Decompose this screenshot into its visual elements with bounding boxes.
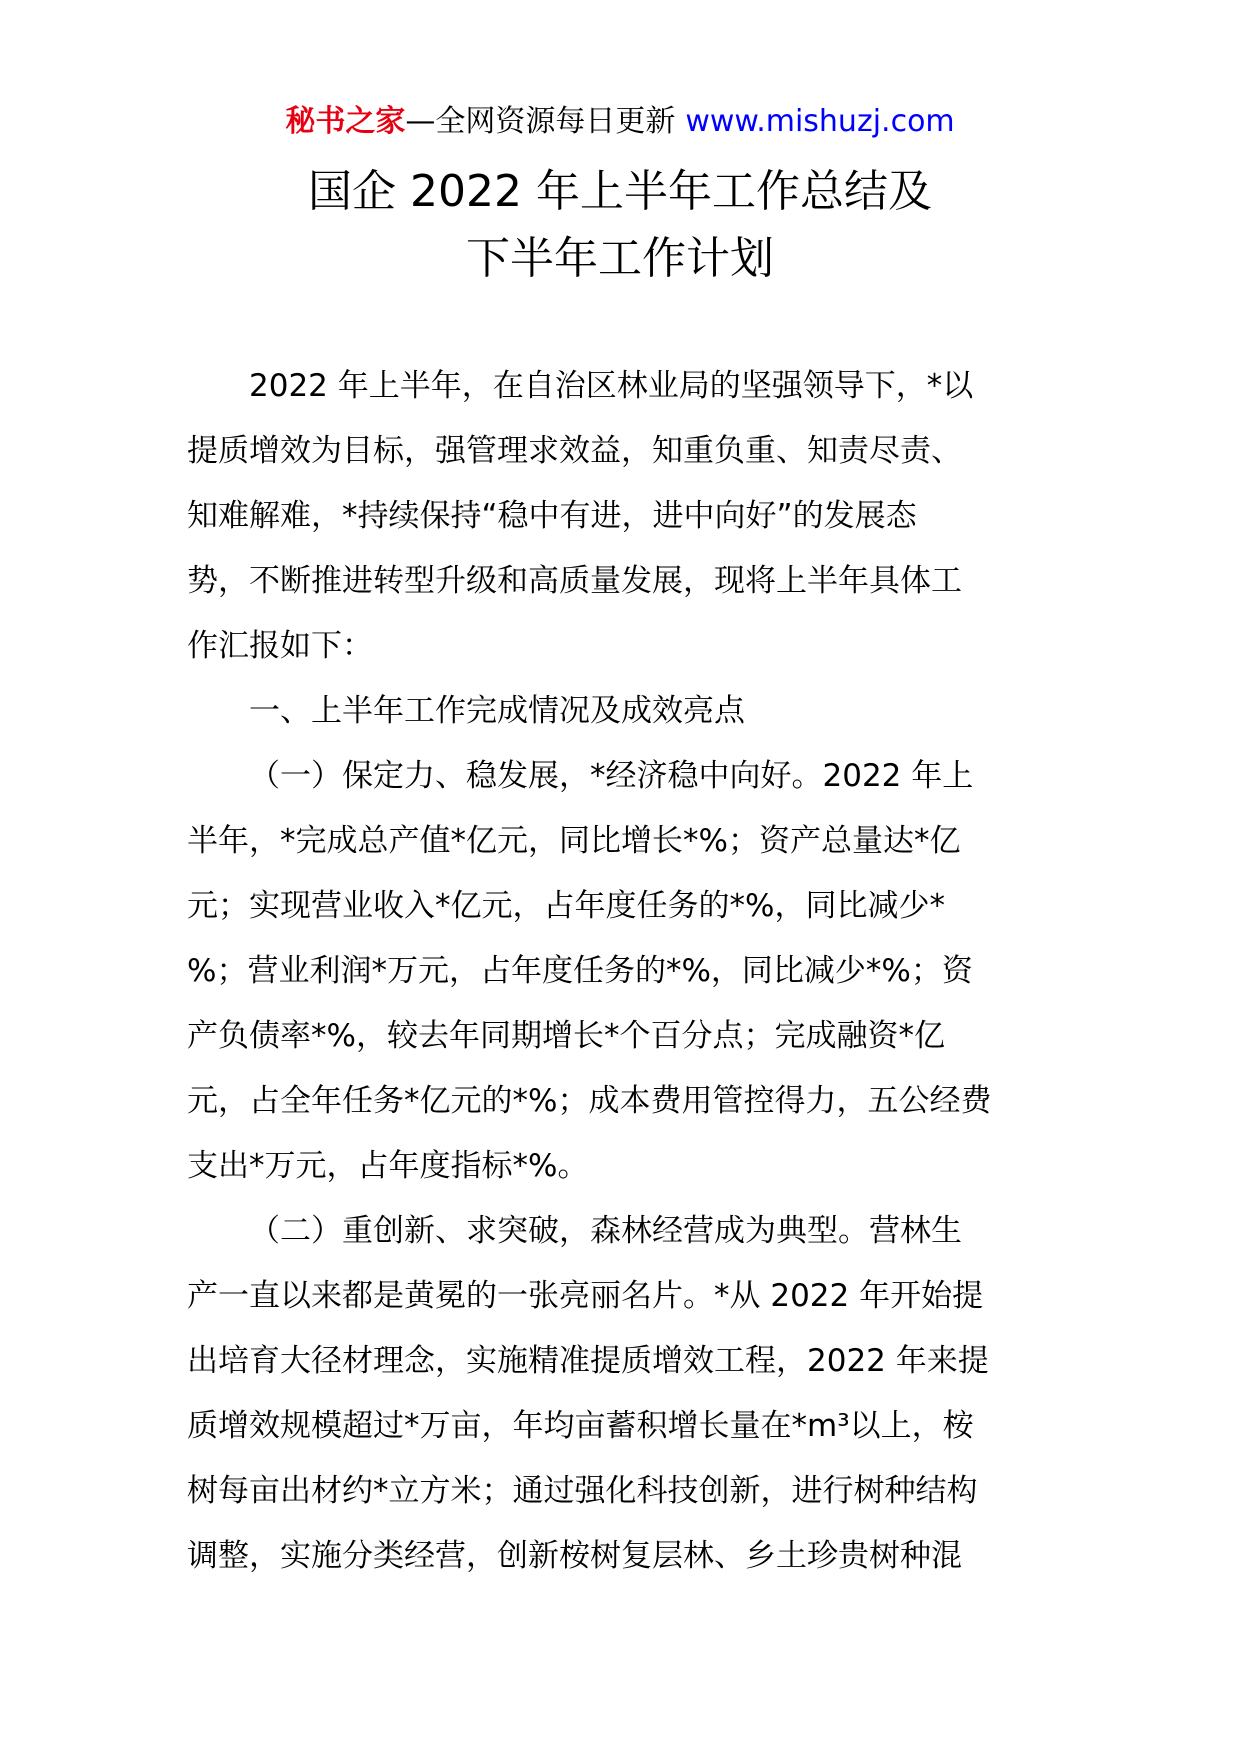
document-body — [187, 354, 1055, 1589]
body-text-line: 作汇报如下： — [187, 628, 373, 664]
body-text-line: 元；实现营业收入*亿元，占年度任务的*%，同比减少* — [187, 888, 945, 924]
banner-url-link[interactable]: www.mishuzj.com — [685, 104, 955, 139]
body-text-line: 出培育大径材理念，实施精准提质增效工程，2022 年来提 — [187, 1343, 989, 1379]
body-text-line: 提质增效为目标，强管理求效益，知重负重、知责尽责、 — [187, 433, 962, 469]
body-text-line: 产一直以来都是黄冕的一张亮丽名片。*从 2022 年开始提 — [187, 1278, 984, 1314]
body-text-line: 元，占全年任务*亿元的*%；成本费用管控得力，五公经费 — [187, 1083, 992, 1119]
document-title-line-1: 国企 2022 年上半年工作总结及 — [308, 166, 932, 217]
document-title-line-2: 下半年工作计划 — [466, 233, 774, 284]
banner-brand: 秘书之家 — [285, 104, 406, 139]
body-text-line: （二）重创新、求突破，森林经营成为典型。营林生 — [249, 1213, 962, 1249]
body-text-line: 支出*万元，占年度指标*%。 — [187, 1148, 589, 1184]
body-text-line: 质增效规模超过*万亩，年均亩蓄积增长量在*m³以上，桉 — [187, 1408, 974, 1444]
body-text-line: %；营业利润*万元，占年度任务的*%，同比减少*%；资 — [187, 953, 973, 989]
body-text-line: 半年，*完成总产值*亿元，同比增长*%；资产总量达*亿 — [187, 823, 961, 859]
body-text-line: 一、上半年工作完成情况及成效亮点 — [249, 693, 745, 729]
body-text-line: 树每亩出材约*立方米；通过强化科技创新，进行树种结构 — [187, 1473, 978, 1509]
banner-tagline: —全网资源每日更新 — [405, 104, 676, 139]
body-text-line: （一）保定力、稳发展，*经济稳中向好。2022 年上 — [249, 758, 974, 794]
body-text-line: 产负债率*%，较去年同期增长*个百分点；完成融资*亿 — [187, 1018, 945, 1054]
body-text-line: 知难解难，*持续保持“稳中有进，进中向好”的发展态 — [187, 498, 917, 534]
body-text-line: 势，不断推进转型升级和高质量发展，现将上半年具体工 — [187, 563, 962, 599]
site-banner — [0, 100, 1240, 144]
body-text-line: 调整，实施分类经营，创新桉树复层林、乡土珍贵树种混 — [187, 1538, 962, 1574]
body-text-line: 2022 年上半年，在自治区林业局的坚强领导下，*以 — [249, 368, 974, 404]
